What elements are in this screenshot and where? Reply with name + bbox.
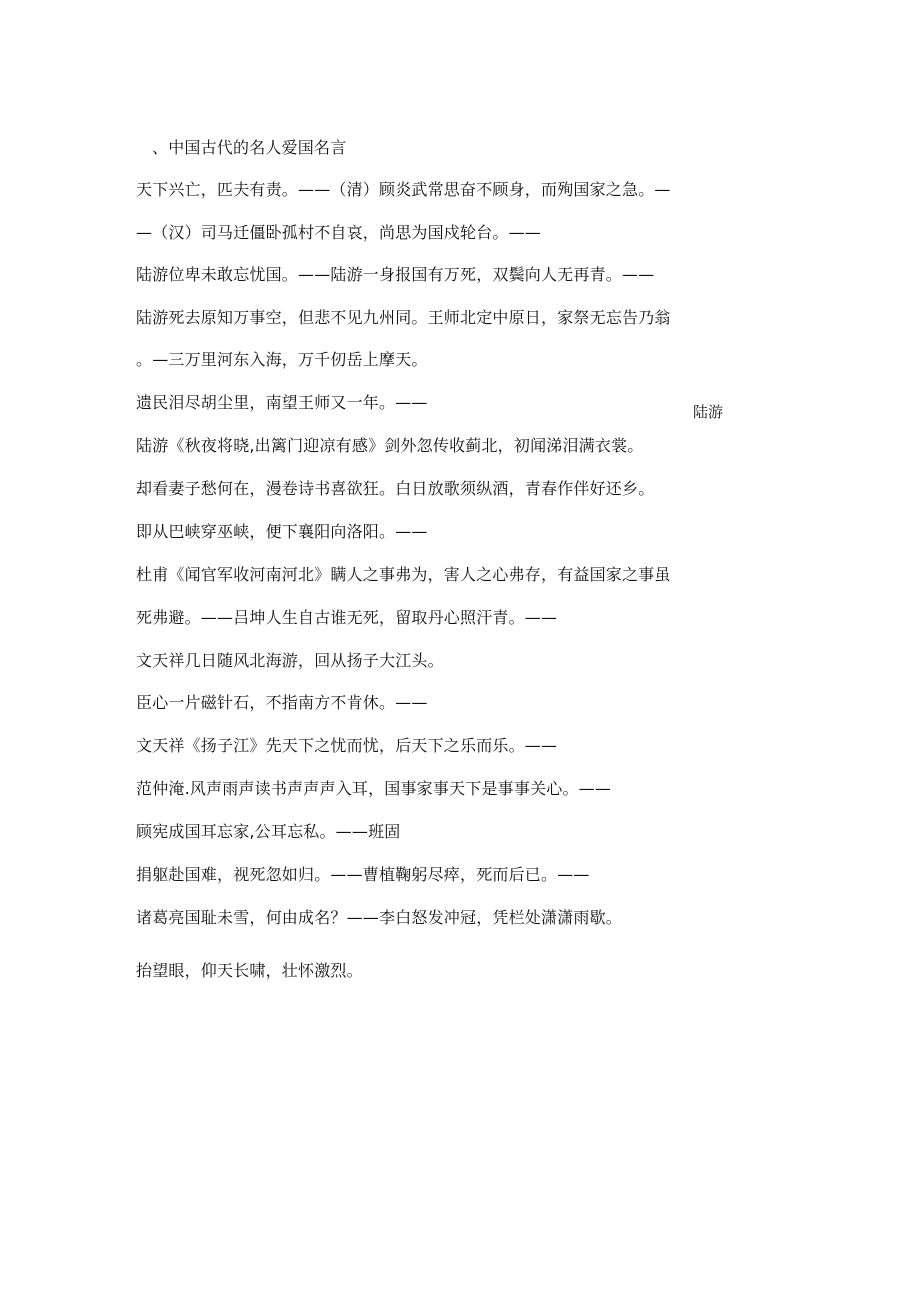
text-line-13: 臣心一片磁针石，不指南方不肯休。—— xyxy=(136,693,428,712)
page-heading: 、中国古代的名人爱国名言 xyxy=(152,138,347,157)
text-line-11: 死弗避。——吕坤人生自古谁无死，留取丹心照汗青。—— xyxy=(136,608,558,627)
text-line-19: 抬望眼，仰天长啸，壮怀激烈。 xyxy=(136,961,363,980)
text-line-5: 。—三万里河东入海，万千仞岳上摩天。 xyxy=(136,350,428,369)
text-line-7: 陆游《秋夜将晓,出篱门迎凉有感》剑外忽传收蓟北，初闻涕泪满衣裳。 xyxy=(136,436,644,455)
text-line-4: 陆游死去原知万事空，但悲不见九州同。王师北定中原日，家祭无忘告乃翁 xyxy=(136,308,671,327)
text-line-17: 捐躯赴国难，视死忽如归。——曹植鞠躬尽瘁，死而后已。—— xyxy=(136,865,590,884)
text-line-10: 杜甫《闻官军收河南河北》瞒人之事弗为，害人之心弗存，有益国家之事虽 xyxy=(136,565,671,584)
text-line-3: 陆游位卑未敢忘忧国。——陆游一身报国有万死，双鬓向人无再青。—— xyxy=(136,265,655,284)
text-line-8: 却看妻子愁何在，漫卷诗书喜欲狂。白日放歌须纵酒，青春作伴好还乡。 xyxy=(136,479,655,498)
margin-author-note: 陆游 xyxy=(693,403,724,421)
text-line-9: 即从巴峡穿巫峡，便下襄阳向洛阳。—— xyxy=(136,522,428,541)
text-line-14: 文天祥《扬子江》先天下之忧而忧，后天下之乐而乐。—— xyxy=(136,736,558,755)
text-line-1: 天下兴亡，匹夫有责。——（清）顾炎武常思奋不顾身，而殉国家之急。— xyxy=(136,180,671,199)
text-line-12: 文天祥几日随风北海游，回从扬子大江头。 xyxy=(136,651,444,670)
text-line-15: 范仲淹.风声雨声读书声声声入耳，国事家事天下是事事关心。—— xyxy=(136,779,612,798)
text-line-18: 诸葛亮国耻未雪，何由成名？——李白怒发冲冠，凭栏处潇潇雨歇。 xyxy=(136,908,623,927)
text-line-6: 遗民泪尽胡尘里，南望王师又一年。—— xyxy=(136,393,428,412)
text-line-16: 顾宪成国耳忘家,公耳忘私。——班固 xyxy=(136,822,401,841)
text-line-2: —（汉）司马迁僵卧孤村不自哀，尚思为国戍轮台。—— xyxy=(136,223,542,242)
